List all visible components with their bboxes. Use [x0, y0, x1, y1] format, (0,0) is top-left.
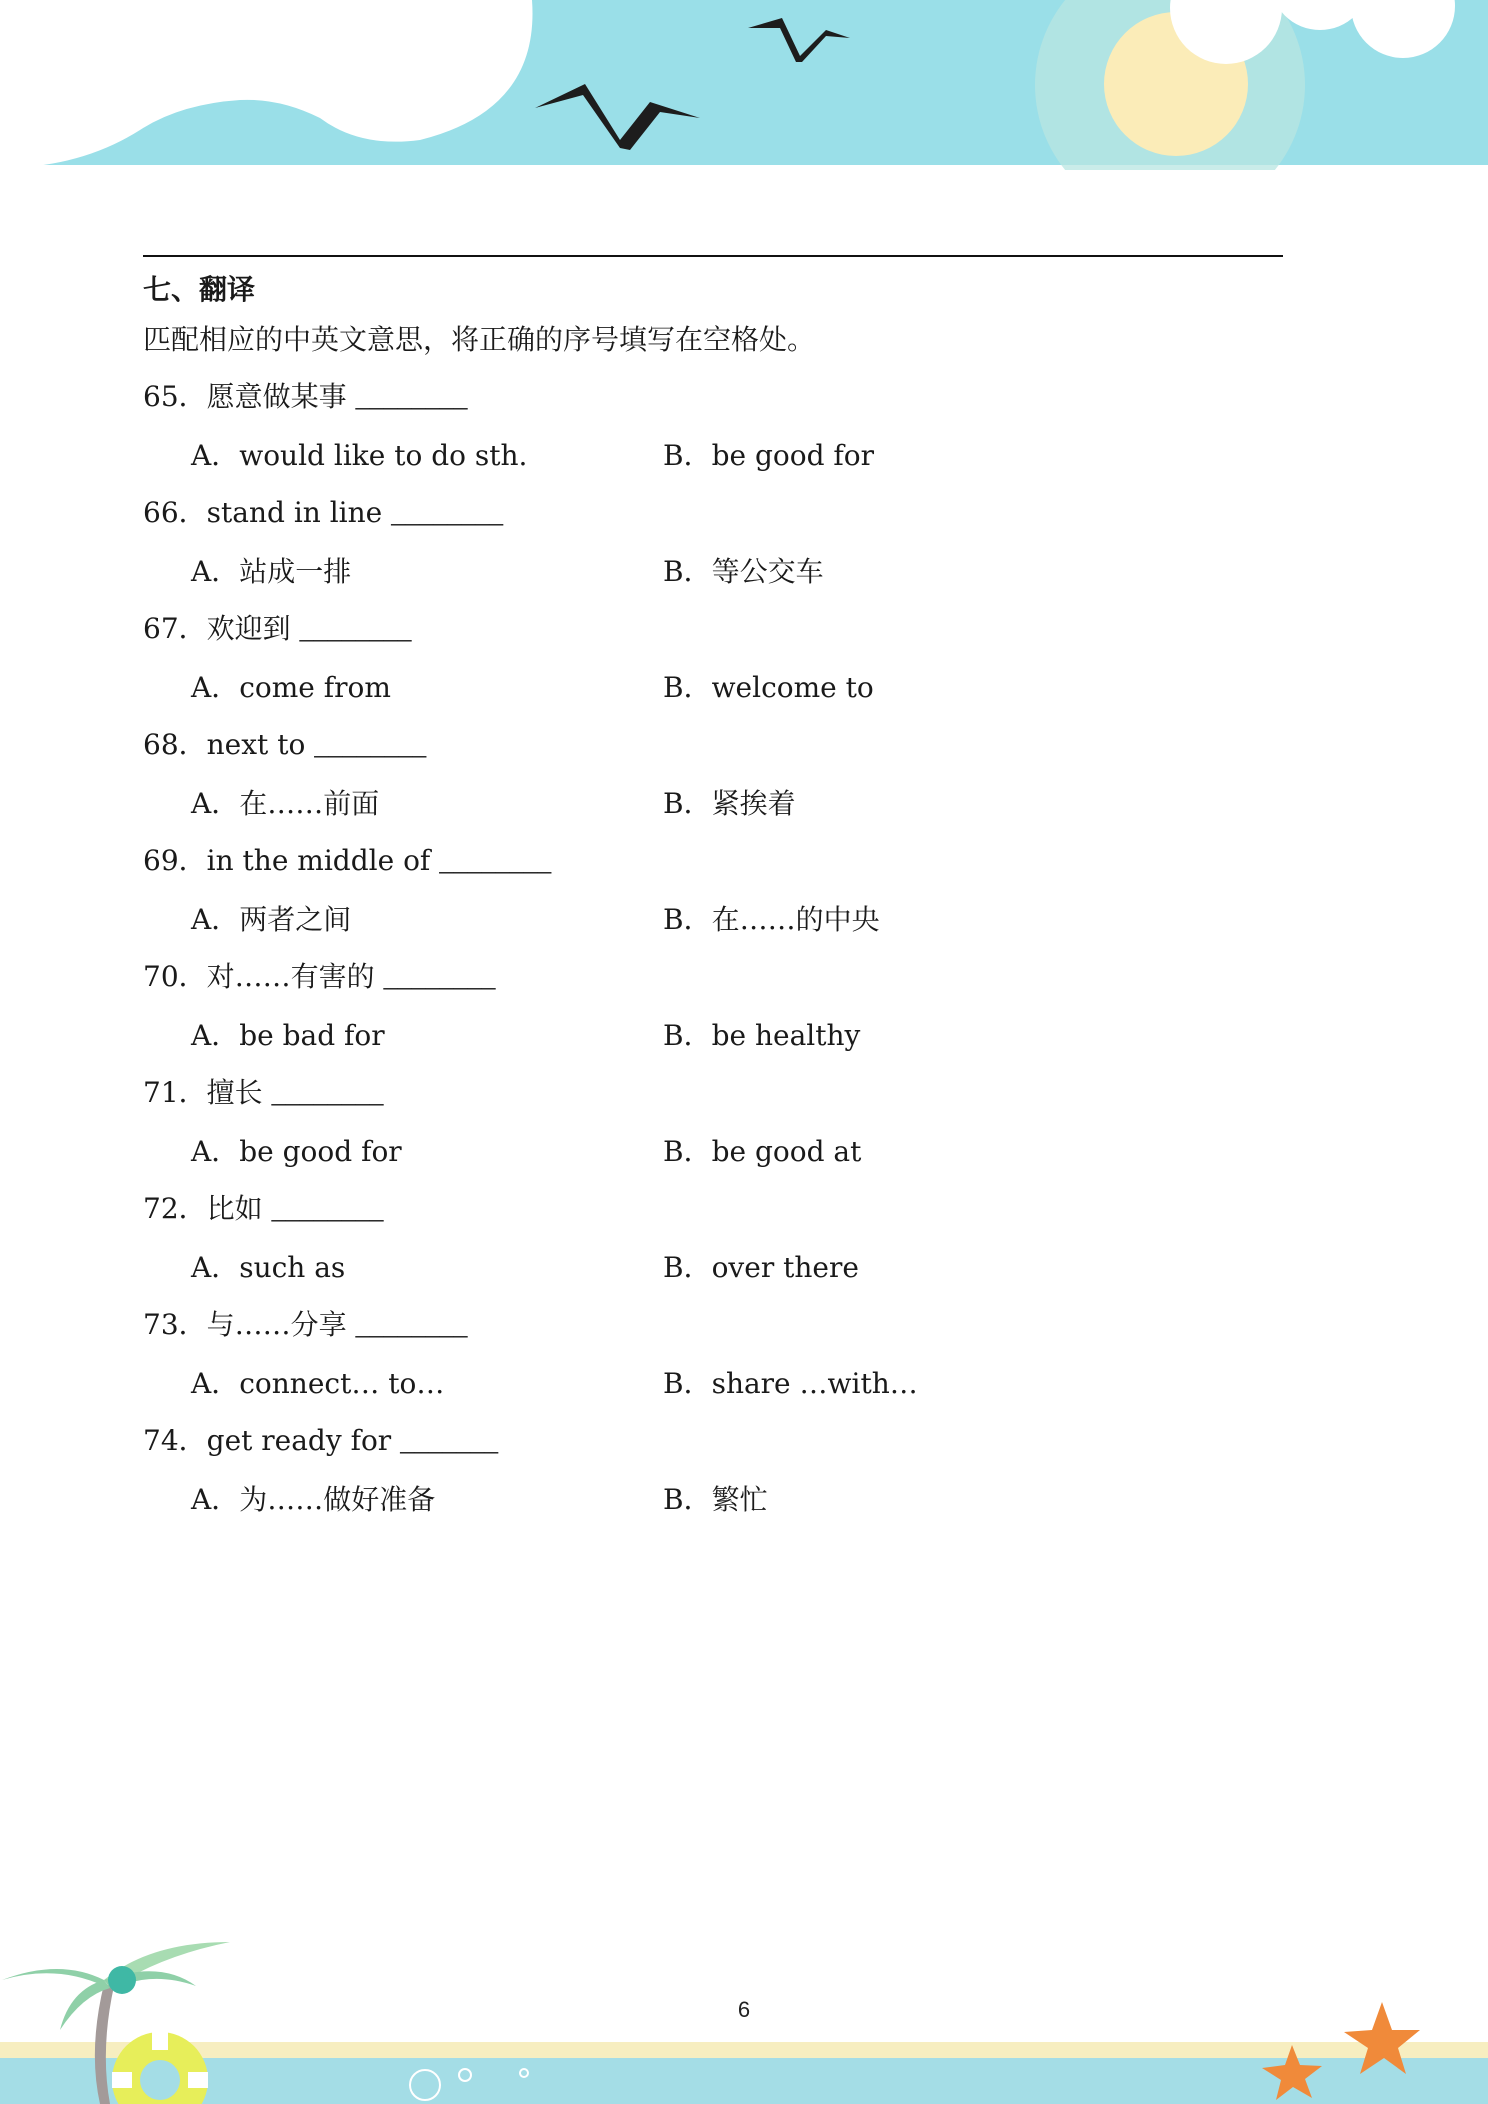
- option-a: A．be good for: [191, 1135, 402, 1168]
- option-a: A．be bad for: [191, 1019, 385, 1052]
- option-a: A．在……前面: [191, 787, 380, 820]
- question-number: 65．: [143, 380, 207, 413]
- question-options: [143, 1248, 1293, 1288]
- option-a: A．connect… to…: [191, 1367, 445, 1400]
- option-b: B．等公交车: [663, 555, 824, 588]
- question-options: [143, 436, 1293, 476]
- question-number: 69．: [143, 844, 207, 877]
- question-item: [143, 1189, 1293, 1288]
- question-text: 擅长: [206, 1076, 272, 1109]
- option-b: B．be good for: [663, 439, 875, 472]
- question-item: [143, 1305, 1293, 1404]
- question-text: 对……有害的: [206, 960, 384, 993]
- answer-blank: ________: [271, 1194, 384, 1225]
- question-number: 71．: [143, 1076, 207, 1109]
- translation-section: [143, 270, 1293, 1520]
- question-number: 72．: [143, 1192, 207, 1225]
- option-a: A．would like to do sth.: [191, 439, 528, 472]
- question-text: in the middle of: [206, 844, 440, 877]
- question-options: [143, 784, 1293, 824]
- answer-blank: ________: [271, 1078, 384, 1109]
- question-stem: [143, 609, 1293, 649]
- question-stem: [143, 1073, 1293, 1113]
- option-b: B．welcome to: [663, 671, 874, 704]
- question-text: stand in line: [206, 496, 392, 529]
- option-a: A．come from: [191, 671, 391, 704]
- question-item: [143, 725, 1293, 824]
- option-a: A．such as: [191, 1251, 346, 1284]
- question-text: get ready for: [206, 1424, 401, 1457]
- question-stem: [143, 841, 1293, 881]
- question-item: [143, 957, 1293, 1056]
- option-b: B．be healthy: [663, 1019, 861, 1052]
- option-b: B．在……的中央: [663, 903, 880, 936]
- question-text: next to: [206, 728, 315, 761]
- swim-ring-icon: [112, 2030, 208, 2104]
- option-b: B．over there: [663, 1251, 859, 1284]
- header-sky-banner: [0, 0, 1488, 170]
- answer-blank: _______: [400, 1426, 499, 1457]
- question-text: 比如: [206, 1192, 272, 1225]
- question-number: 67．: [143, 612, 207, 645]
- answer-blank: ________: [439, 846, 552, 877]
- option-a: A．两者之间: [191, 903, 352, 936]
- question-number: 70．: [143, 960, 207, 993]
- question-options: [143, 1364, 1293, 1404]
- question-stem: [143, 493, 1293, 533]
- option-a: A．为……做好准备: [191, 1483, 436, 1516]
- option-b: B．紧挨着: [663, 787, 796, 820]
- answer-blank: ________: [383, 962, 496, 993]
- question-item: [143, 1073, 1293, 1172]
- question-stem: [143, 725, 1293, 765]
- question-options: [143, 1480, 1293, 1520]
- question-options: [143, 668, 1293, 708]
- question-text: 愿意做某事: [206, 380, 356, 413]
- question-options: [143, 900, 1293, 940]
- sea-strip: [0, 2058, 1488, 2104]
- question-stem: [143, 1189, 1293, 1229]
- question-options: [143, 552, 1293, 592]
- answer-blank: ________: [355, 382, 468, 413]
- question-number: 74．: [143, 1424, 207, 1457]
- question-options: [143, 1016, 1293, 1056]
- answer-blank: ________: [314, 730, 427, 761]
- option-b: B．be good at: [663, 1135, 862, 1168]
- question-item: [143, 377, 1293, 476]
- question-item: [143, 841, 1293, 940]
- question-number: 68．: [143, 728, 207, 761]
- question-number: 66．: [143, 496, 207, 529]
- question-item: [143, 609, 1293, 708]
- section-instruction: 匹配相应的中英文意思，将正确的序号填写在空格处。: [143, 323, 816, 356]
- question-text: 与……分享: [206, 1308, 356, 1341]
- answer-blank: ________: [355, 1310, 468, 1341]
- question-stem: [143, 377, 1293, 417]
- top-divider-line: [143, 255, 1283, 257]
- question-text: 欢迎到: [206, 612, 300, 645]
- question-stem: [143, 957, 1293, 997]
- option-b: B．share …with…: [663, 1367, 918, 1400]
- question-item: [143, 1421, 1293, 1520]
- section-title: 七、翻译: [143, 273, 256, 306]
- question-number: 73．: [143, 1308, 207, 1341]
- question-item: [143, 493, 1293, 592]
- question-stem: [143, 1421, 1293, 1461]
- answer-blank: ________: [391, 498, 504, 529]
- page-number: 6: [737, 1997, 751, 2022]
- question-options: [143, 1132, 1293, 1172]
- footer-beach-banner: [0, 1920, 1488, 2104]
- sand-strip: [0, 2042, 1488, 2058]
- answer-blank: ________: [299, 614, 412, 645]
- question-stem: [143, 1305, 1293, 1345]
- option-a: A．站成一排: [191, 555, 352, 588]
- option-b: B．繁忙: [663, 1483, 768, 1516]
